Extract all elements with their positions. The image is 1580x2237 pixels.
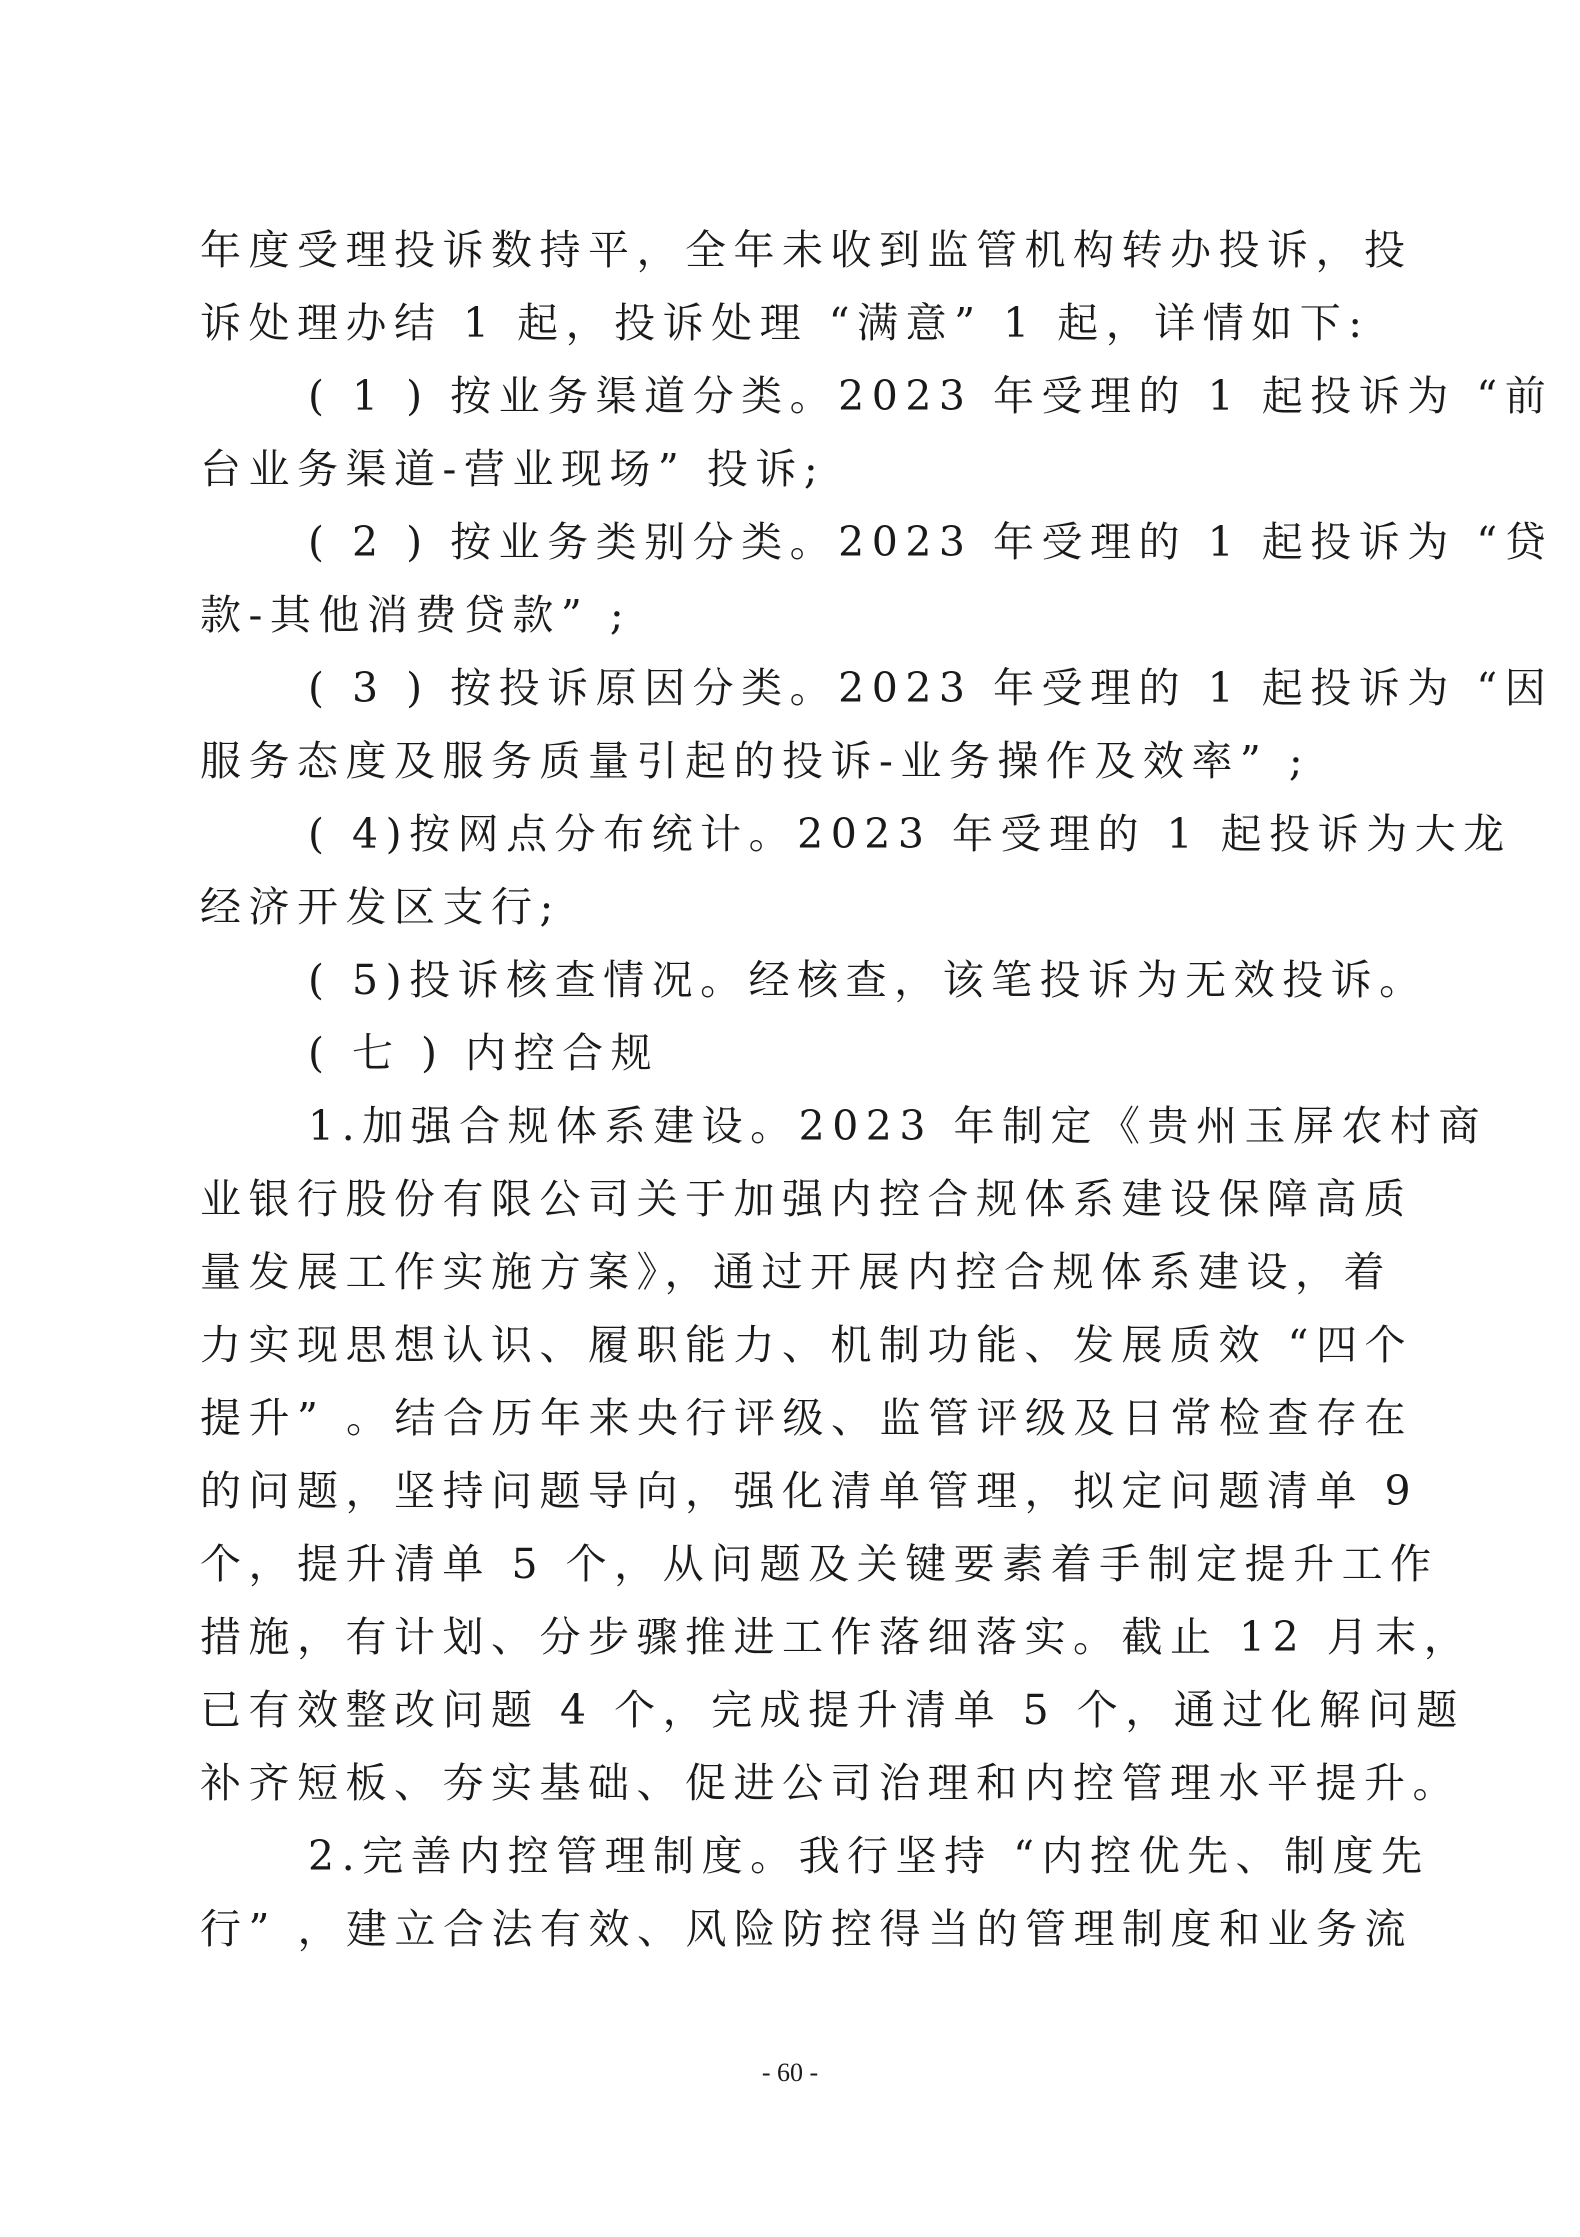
text-line: 服务态度及服务质量引起的投诉-业务操作及效率” ; — [200, 737, 1311, 785]
text-line: 已有效整改问题 4 个，完成提升清单 5 个，通过化解问题 — [200, 1686, 1465, 1734]
text-line: 诉处理办结 1 起，投诉处理 “满意” 1 起，详情如下: — [200, 299, 1370, 347]
text-line: 业银行股份有限公司关于加强内控合规体系建设保障高质 — [200, 1175, 1413, 1223]
text-line: ( 3 ) 按投诉原因分类。2023 年受理的 1 起投诉为 “因 — [308, 664, 1554, 712]
text-line: 提升” 。结合历年来央行评级、监管评级及日常检查存在 — [200, 1394, 1413, 1442]
text-line: ( 2 ) 按业务类别分类。2023 年受理的 1 起投诉为 “贷 — [308, 518, 1554, 566]
text-line: 的问题，坚持问题导向，强化清单管理，拟定问题清单 9 — [200, 1467, 1419, 1515]
text-line: ( 1 ) 按业务渠道分类。2023 年受理的 1 起投诉为 “前 — [308, 372, 1554, 420]
text-line: 台业务渠道-营业现场” 投诉; — [200, 445, 826, 493]
page-number: - 60 - — [761, 2058, 819, 2087]
text-line: ( 4)按网点分布统计。2023 年受理的 1 起投诉为大龙 — [308, 810, 1512, 858]
body-text — [200, 214, 1554, 1966]
text-line: ( 七 ) 内控合规 — [308, 1029, 660, 1077]
text-line: 经济开发区支行; — [200, 883, 561, 931]
text-line: 个，提升清单 5 个，从问题及关键要素着手制定提升工作 — [200, 1540, 1439, 1588]
text-line: 量发展工作实施方案》，通过开展内控合规体系建设，着 — [200, 1248, 1392, 1296]
text-line: 2.完善内控管理制度。我行坚持 “内控优先、制度先 — [308, 1832, 1430, 1880]
text-line: 1.加强合规体系建设。2023 年制定《贵州玉屏农村商 — [308, 1102, 1487, 1150]
text-line: 补齐短板、夯实基础、促进公司治理和内控管理水平提升。 — [200, 1759, 1461, 1807]
text-line: 力实现思想认识、履职能力、机制功能、发展质效 “四个 — [200, 1321, 1413, 1369]
text-line: 款-其他消费贷款” ; — [200, 591, 632, 639]
text-line: 行” ，建立合法有效、风险防控得当的管理制度和业务流 — [200, 1905, 1413, 1953]
text-line: ( 5)投诉核查情况。经核查，该笔投诉为无效投诉。 — [308, 956, 1428, 1004]
text-line: 年度受理投诉数持平，全年未收到监管机构转办投诉，投 — [200, 226, 1413, 274]
text-line: 措施，有计划、分步骤推进工作落细落实。截止 12 月末， — [200, 1613, 1473, 1661]
